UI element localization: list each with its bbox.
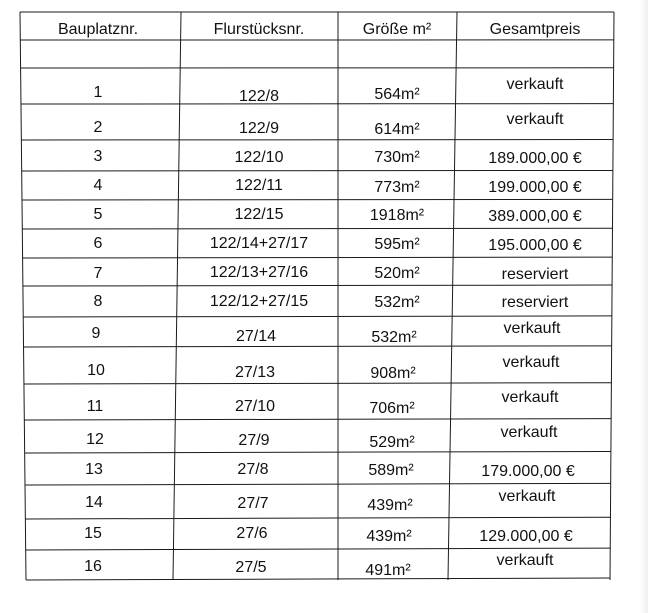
cell-bauplatznr: 3 [93,148,103,165]
cell-gesamtpreis: verkauft [506,111,564,128]
row-rule [26,578,610,580]
cell-gesamtpreis: verkauft [501,389,559,406]
column-rule [610,12,614,580]
header-flurstuecksnr: Flurstücksnr. [213,21,305,38]
cell-gesamtpreis: verkauft [500,424,558,441]
cell-bauplatznr: 1 [93,84,103,101]
cell-groesse: 532m² [371,329,417,346]
cell-gesamtpreis: reserviert [501,266,569,283]
cell-flurstuecksnr: 27/14 [235,328,277,345]
cell-groesse: 595m² [374,236,420,253]
cell-flurstuecksnr: 122/13+27/16 [209,264,309,281]
row-rule [23,257,613,258]
cell-bauplatznr: 14 [85,494,103,511]
cell-flurstuecksnr: 122/9 [238,120,280,137]
row-rule [24,346,612,347]
row-rule [24,383,611,384]
cell-flurstuecksnr: 27/9 [238,432,270,449]
column-rule [173,12,181,580]
cell-groesse: 1918m² [369,207,425,224]
cell-groesse: 439m² [366,528,412,545]
cell-bauplatznr: 11 [86,398,104,415]
header-bauplatznr: Bauplatznr. [57,21,139,38]
cell-bauplatznr: 4 [93,177,103,194]
cell-bauplatznr: 7 [93,265,103,282]
cell-gesamtpreis: verkauft [496,552,554,569]
cell-groesse: 564m² [374,86,420,103]
cell-bauplatznr: 2 [93,119,103,136]
cell-gesamtpreis: 179.000,00 € [481,463,575,480]
cell-groesse: 773m² [374,179,420,196]
row-rule [25,483,611,485]
cell-gesamtpreis: verkauft [498,488,556,505]
column-rule [448,12,457,580]
cell-flurstuecksnr: 27/10 [234,398,276,415]
row-rule [24,419,611,420]
cell-gesamtpreis: verkauft [503,320,561,337]
cell-groesse: 520m² [374,265,420,282]
cell-flurstuecksnr: 27/6 [236,525,268,542]
cell-groesse: 730m² [374,149,420,166]
row-rule [25,517,610,519]
cell-flurstuecksnr: 122/12+27/15 [209,293,309,310]
cell-flurstuecksnr: 27/5 [235,559,267,576]
cell-bauplatznr: 6 [93,235,103,252]
cell-groesse: 908m² [370,365,416,382]
column-rule [20,12,26,580]
cell-flurstuecksnr: 122/14+27/17 [209,235,309,252]
cell-gesamtpreis: 195.000,00 € [488,237,582,254]
cell-bauplatznr: 15 [84,525,102,542]
cell-bauplatznr: 5 [93,206,103,223]
cell-flurstuecksnr: 27/13 [234,364,276,381]
cell-bauplatznr: 8 [93,293,103,310]
cell-gesamtpreis: verkauft [506,76,564,93]
row-rule [26,548,611,550]
cell-gesamtpreis: reserviert [501,294,569,311]
row-rule [23,285,612,286]
cell-groesse: 589m² [368,462,414,479]
cell-bauplatznr: 12 [86,431,104,448]
cell-groesse: 529m² [369,434,415,451]
cell-bauplatznr: 10 [87,362,105,379]
header-groesse: Größe m² [362,21,432,38]
cell-bauplatznr: 9 [91,325,101,342]
cell-flurstuecksnr: 122/8 [238,88,280,105]
cell-flurstuecksnr: 122/15 [234,206,284,223]
scan-edge-shadow [640,0,648,613]
cell-gesamtpreis: 129.000,00 € [479,528,573,545]
cell-flurstuecksnr: 27/8 [237,461,269,478]
cell-groesse: 706m² [369,400,415,417]
row-rule [25,451,611,453]
cell-gesamtpreis: verkauft [502,354,560,371]
cell-groesse: 614m² [374,121,420,138]
cell-groesse: 532m² [374,294,420,311]
cell-bauplatznr: 13 [85,461,103,478]
cell-gesamtpreis: 389.000,00 € [488,208,582,225]
header-gesamtpreis: Gesamtpreis [489,21,581,38]
cell-bauplatznr: 16 [84,558,102,575]
cell-groesse: 439m² [367,497,413,514]
cell-flurstuecksnr: 122/10 [234,149,284,166]
cell-groesse: 491m² [365,562,411,579]
row-rule [23,316,612,317]
cell-gesamtpreis: 199.000,00 € [488,179,582,196]
cell-flurstuecksnr: 122/11 [235,177,283,194]
row-rule [22,199,613,200]
cell-gesamtpreis: 189.000,00 € [488,150,582,167]
cell-flurstuecksnr: 27/7 [237,495,269,512]
row-rule [22,170,613,171]
row-rule [22,228,612,229]
